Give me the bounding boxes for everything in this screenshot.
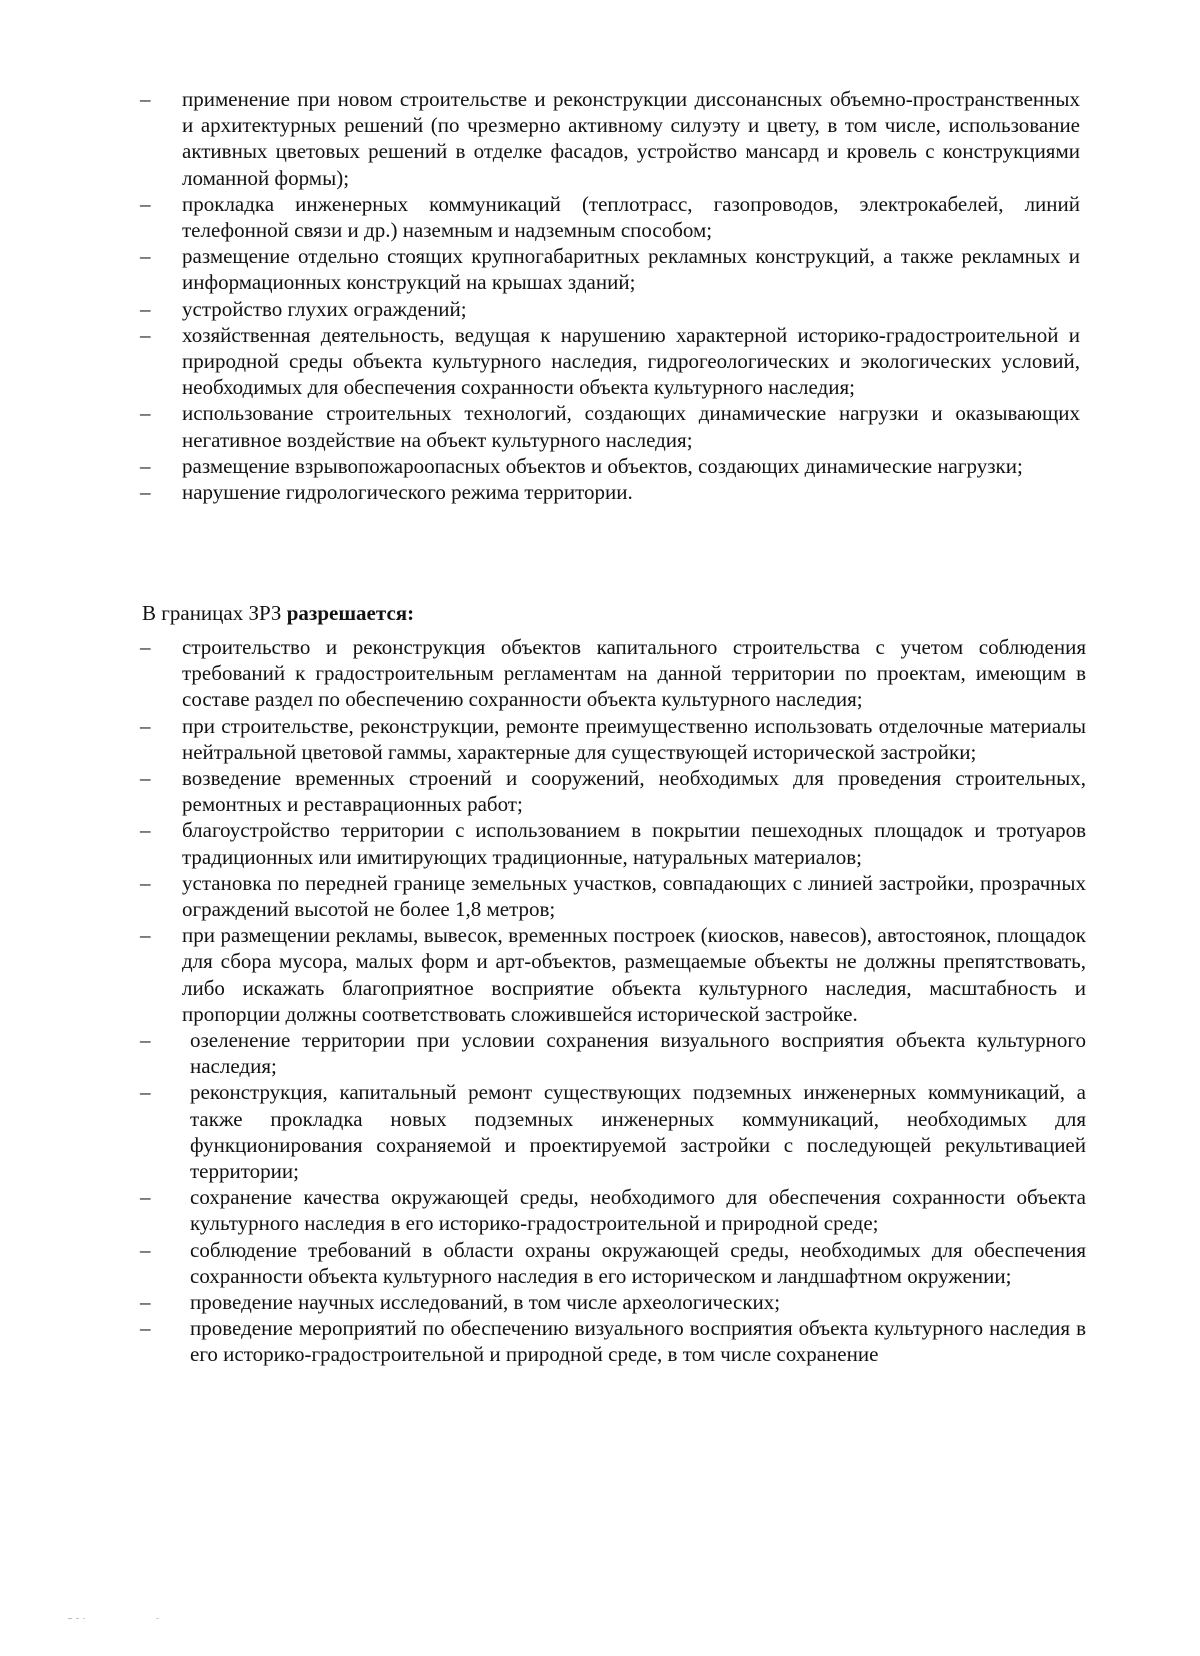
section-heading <box>142 600 1042 626</box>
list-item <box>140 1184 1086 1236</box>
bullet-dash: – <box>140 1316 151 1341</box>
list-item-text: установка по передней границе земельных участков, совпадающих с линией застройки, прозрачных ограждений высотой не более 1,8 метров; <box>182 870 1086 922</box>
bullet-dash: – <box>140 635 151 659</box>
list-item <box>140 817 1086 869</box>
list-item-text: реконструкция, капитальный ремонт существующих подземных инженерных коммуникаций, а также прокладка новых подземных инженерных коммуникаций, необходимых для функционирования сохраняемой и проектируемой застройки с последующей рекультивацией территории; <box>190 1080 1086 1184</box>
list-item <box>140 400 1080 452</box>
list-item-text: размещение взрывопожароопасных объектов и объектов, создающих динамические нагрузки; <box>182 453 1023 478</box>
list-item-text: строительство и реконструкция объектов капитального строительства с учетом соблюдения требований к градостроительным регламентам на данной территории по проектам, имеющим в составе раздел по обеспечению сохранности объекта культурного наследия; <box>182 635 1086 712</box>
list-item <box>140 1315 1086 1367</box>
list-item-text: сохранение качества окружающей среды, необходимого для обеспечения сохранности объекта культурного наследия в его историко-градостроительной и природной среде; <box>190 1185 1086 1236</box>
list-item <box>140 870 1086 922</box>
bullet-dash: – <box>140 818 151 843</box>
bullet-dash: – <box>140 296 151 321</box>
list-item-text: хозяйственная деятельность, ведущая к нарушению характерной историко-градостроительной и природной среды объекта культурного наследия, гидрогеологических и экологических условий, необходимых для обеспечения сохранности объекта культурного наследия; <box>182 322 1080 400</box>
bullet-dash: – <box>140 1290 151 1315</box>
list-item-text: проведение мероприятий по обеспечению визуального восприятия объекта культурного наследия в его историко-градостроительной и природной среде, в том числе сохранение <box>190 1316 1086 1367</box>
section-heading-prefix: В границах ЗРЗ <box>142 601 287 625</box>
list-item <box>140 243 1080 295</box>
list-item-text: нарушение гидрологического режима территории. <box>182 480 633 505</box>
list-item <box>140 713 1086 765</box>
bullet-dash: – <box>140 1028 151 1053</box>
bullet-dash: – <box>140 1237 151 1262</box>
bullet-dash: – <box>140 923 151 948</box>
list-item <box>140 634 1086 713</box>
list-item-text: при строительстве, реконструкции, ремонте преимущественно использовать отделочные материалы нейтральной цветовой гаммы, характерные для существующей исторической застройки; <box>182 713 1086 764</box>
list-item-text: прокладка инженерных коммуникаций (теплотрасс, газопроводов, электрокабелей, линий телефонной связи и др.) наземным и надземным способом; <box>182 191 1080 243</box>
list-item <box>140 86 1080 191</box>
allowed-list <box>140 634 1086 1368</box>
list-item <box>140 191 1080 243</box>
list-item-text: применение при новом строительстве и реконструкции диссонансных объемно-пространственных и архитектурных решений (по чрезмерно активному силуэту и цвету, в том числе, использование активных цветовых решений в отделке фасадов, устройство мансард и кровель с конструкциями ломанной формы); <box>182 87 1080 190</box>
bullet-dash: – <box>140 401 151 426</box>
list-item <box>140 479 1080 505</box>
list-item <box>140 453 1080 479</box>
list-item-text: при размещении рекламы, вывесок, временных построек (киосков, навесов), автостоянок, площадок для сбора мусора, малых форм и арт-объектов, размещаемые объекты не должны препятствовать, либо искажать благоприятное восприятие объекта культурного наследия, масштабность и пропорции должны соответствовать сложившейся исторической застройке. <box>182 923 1086 1026</box>
bullet-dash: – <box>140 191 151 216</box>
bullet-dash: – <box>140 766 151 791</box>
prohibited-list <box>140 86 1080 505</box>
list-item <box>140 1289 1086 1315</box>
list-item-text: проведение научных исследований, в том числе археологических; <box>190 1290 781 1315</box>
bullet-dash: – <box>140 713 151 738</box>
list-item-text: соблюдение требований в области охраны окружающей среды, необходимых для обеспечения сохранности объекта культурного наследия в его историческом и ландшафтном окружении; <box>190 1237 1086 1288</box>
bullet-dash: – <box>140 453 151 478</box>
list-item <box>140 922 1086 1027</box>
bullet-dash: – <box>140 480 151 505</box>
list-item <box>140 1237 1086 1289</box>
list-item <box>140 322 1080 401</box>
section-heading-bold: разрешается: <box>286 601 415 625</box>
list-item-text: озеленение территории при условии сохранения визуального восприятия объекта культурного наследия; <box>190 1028 1086 1079</box>
list-item-text: размещение отдельно стоящих крупногабаритных рекламных конструкций, а также рекламных и информационных конструкций на крышах зданий; <box>182 244 1080 295</box>
list-item <box>140 1027 1086 1079</box>
list-item <box>140 765 1086 817</box>
bullet-dash: – <box>140 244 151 269</box>
list-item-text: благоустройство территории с использованием в покрытии пешеходных площадок и тротуаров традиционных или имитирующих традиционные, натуральных материалов; <box>182 818 1086 869</box>
bullet-dash: – <box>140 1080 151 1105</box>
list-item-text: устройство глухих ограждений; <box>182 296 467 321</box>
bullet-dash: – <box>140 870 151 895</box>
bullet-dash: – <box>140 87 151 111</box>
list-item <box>140 296 1080 322</box>
list-item-text: возведение временных строений и сооружений, необходимых для проведения строительных, ремонтных и реставрационных работ; <box>182 766 1086 817</box>
list-item <box>140 1079 1086 1184</box>
scan-specks <box>68 1617 168 1621</box>
bullet-dash: – <box>140 1185 151 1210</box>
bullet-dash: – <box>140 322 151 347</box>
list-item-text: использование строительных технологий, создающих динамические нагрузки и оказывающих негативное воздействие на объект культурного наследия; <box>182 401 1080 452</box>
